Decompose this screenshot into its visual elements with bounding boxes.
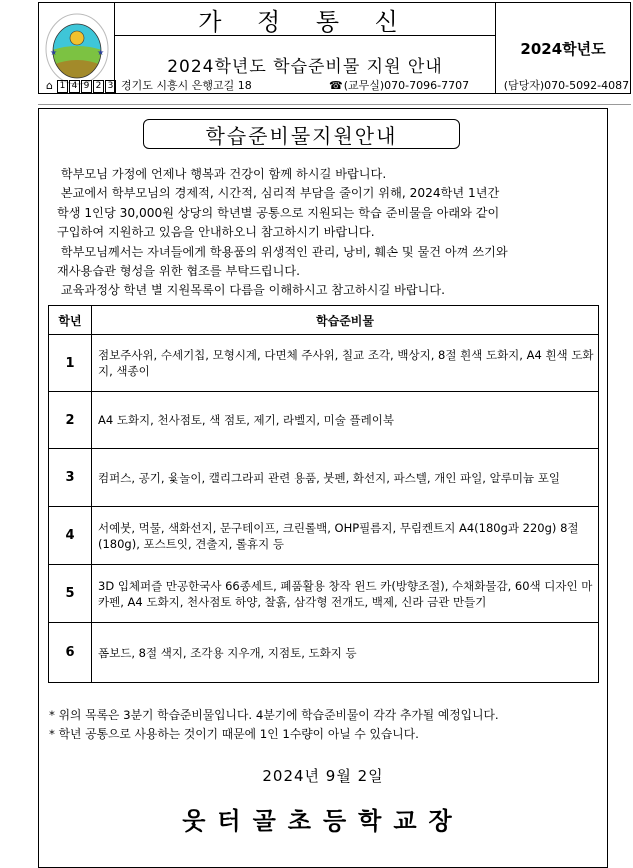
office-phone: (교무실)070-7096-7707 <box>343 79 470 92</box>
school-year: 2024학년도 <box>520 39 606 58</box>
note-line: * 위의 목록은 3분기 학습준비물입니다. 4분기에 학습준비물이 각각 추가될 예정입니다. <box>49 708 499 722</box>
grade-cell: 4 <box>49 507 92 565</box>
supplies-cell: A4 도화지, 천사점토, 색 점토, 제기, 라벨지, 미술 플레이북 <box>92 392 599 449</box>
contact-bar <box>46 77 631 93</box>
grade-cell: 1 <box>49 335 92 392</box>
svg-text:★: ★ <box>96 48 104 57</box>
zip-digit: 2 <box>93 80 104 93</box>
table-header-row <box>49 306 599 335</box>
grade-cell: 2 <box>49 392 92 449</box>
postal-code <box>57 78 117 93</box>
supplies-cell: 컴퍼스, 공기, 윷놀이, 캘리그라피 관련 용품, 붓펜, 화선지, 파스텔, 개인 파일, 알루미늄 포일 <box>92 449 599 507</box>
zip-digit: 1 <box>57 80 68 93</box>
newsletter-subtitle: 2024학년도 학습준비물 지원 안내 <box>167 57 443 77</box>
header-divider <box>38 104 631 105</box>
grade-cell: 5 <box>49 565 92 623</box>
table-row <box>49 392 599 449</box>
grade-cell: 6 <box>49 623 92 683</box>
zip-digit: 9 <box>81 80 92 93</box>
document-body <box>38 108 608 868</box>
supplies-cell: 3D 입체퍼즐 만공한국사 66종세트, 폐품활용 창작 윈드 카(방향조절), 수채화물감, 60색 디자인 마카펜, A4 도화지, 천사점토 하양, 찰흙, 삼각형 전개도, 백제, 신라 금관 만들기 <box>92 565 599 623</box>
table-row <box>49 449 599 507</box>
note-line: * 학년 공통으로 사용하는 것이기 때문에 1인 1수량이 아닐 수 있습니다. <box>49 727 419 741</box>
zip-digit: 4 <box>69 80 80 93</box>
table-row <box>49 507 599 565</box>
newsletter-title: 가 정 통 신 <box>115 3 495 36</box>
intro-line: 구입하여 지원하고 있음을 안내하오니 참고하시기 바랍니다. <box>57 225 375 240</box>
banner-title: 학습준비물지원안내 <box>143 119 460 149</box>
table-row <box>49 335 599 392</box>
supplies-cell: 폼보드, 8절 색지, 조각용 지우개, 지점토, 도화지 등 <box>92 623 599 683</box>
school-emblem-icon <box>44 11 110 85</box>
supplies-cell: 점보주사위, 수세기칩, 모형시계, 다면체 주사위, 칠교 조각, 백상지, 8절 흰색 도화지, A4 흰색 도화지, 색종이 <box>92 335 599 392</box>
intro-line: 학생 1인당 30,000원 상당의 학년별 공통으로 지원되는 학습 준비물을 아래와 같이 <box>57 205 500 220</box>
street-address: 경기도 시흥시 은행고길 18 <box>120 79 252 92</box>
notes <box>49 706 499 744</box>
table-row <box>49 565 599 623</box>
intro-line: 본교에서 학부모님의 경제적, 시간적, 심리적 부담을 줄이기 위해, 2024학년 1년간 <box>57 186 500 201</box>
grade-cell: 3 <box>49 449 92 507</box>
principal-signature: 웃터골초등학교장 <box>182 807 464 835</box>
telephone-icon: ☎ <box>328 78 343 92</box>
intro-line: 교육과정상 학년 별 지원목록이 다름을 이해하시고 참고하시길 바랍니다. <box>57 283 446 298</box>
zip-digit: 3 <box>105 80 116 93</box>
header-supplies: 학습준비물 <box>92 306 599 335</box>
svg-text:★: ★ <box>49 48 57 57</box>
supplies-cell: 서예붓, 먹물, 색화선지, 문구테이프, 크린롤백, OHP필름지, 무림켄트지 A4(180g과 220g) 8절(180g), 포스트잇, 견출지, 롤휴지 등 <box>92 507 599 565</box>
issue-date: 2024년 9월 2일 <box>262 767 384 785</box>
intro-line: 학부모님께서는 자녀들에게 학용품의 위생적인 관리, 낭비, 훼손 및 물건 아껴 쓰기와 <box>57 244 508 259</box>
contact-phone: (담당자)070-5092-4087 <box>503 79 630 92</box>
house-icon: ⌂ <box>46 78 53 92</box>
table-row <box>49 623 599 683</box>
supplies-table <box>48 305 599 683</box>
intro-paragraph <box>57 165 597 301</box>
header-grade: 학년 <box>49 306 92 335</box>
intro-line: 학부모님 가정에 언제나 행복과 건강이 함께 하시길 바랍니다. <box>57 167 387 181</box>
intro-line: 재사용습관 형성을 위한 협조를 부탁드립니다. <box>57 263 301 278</box>
